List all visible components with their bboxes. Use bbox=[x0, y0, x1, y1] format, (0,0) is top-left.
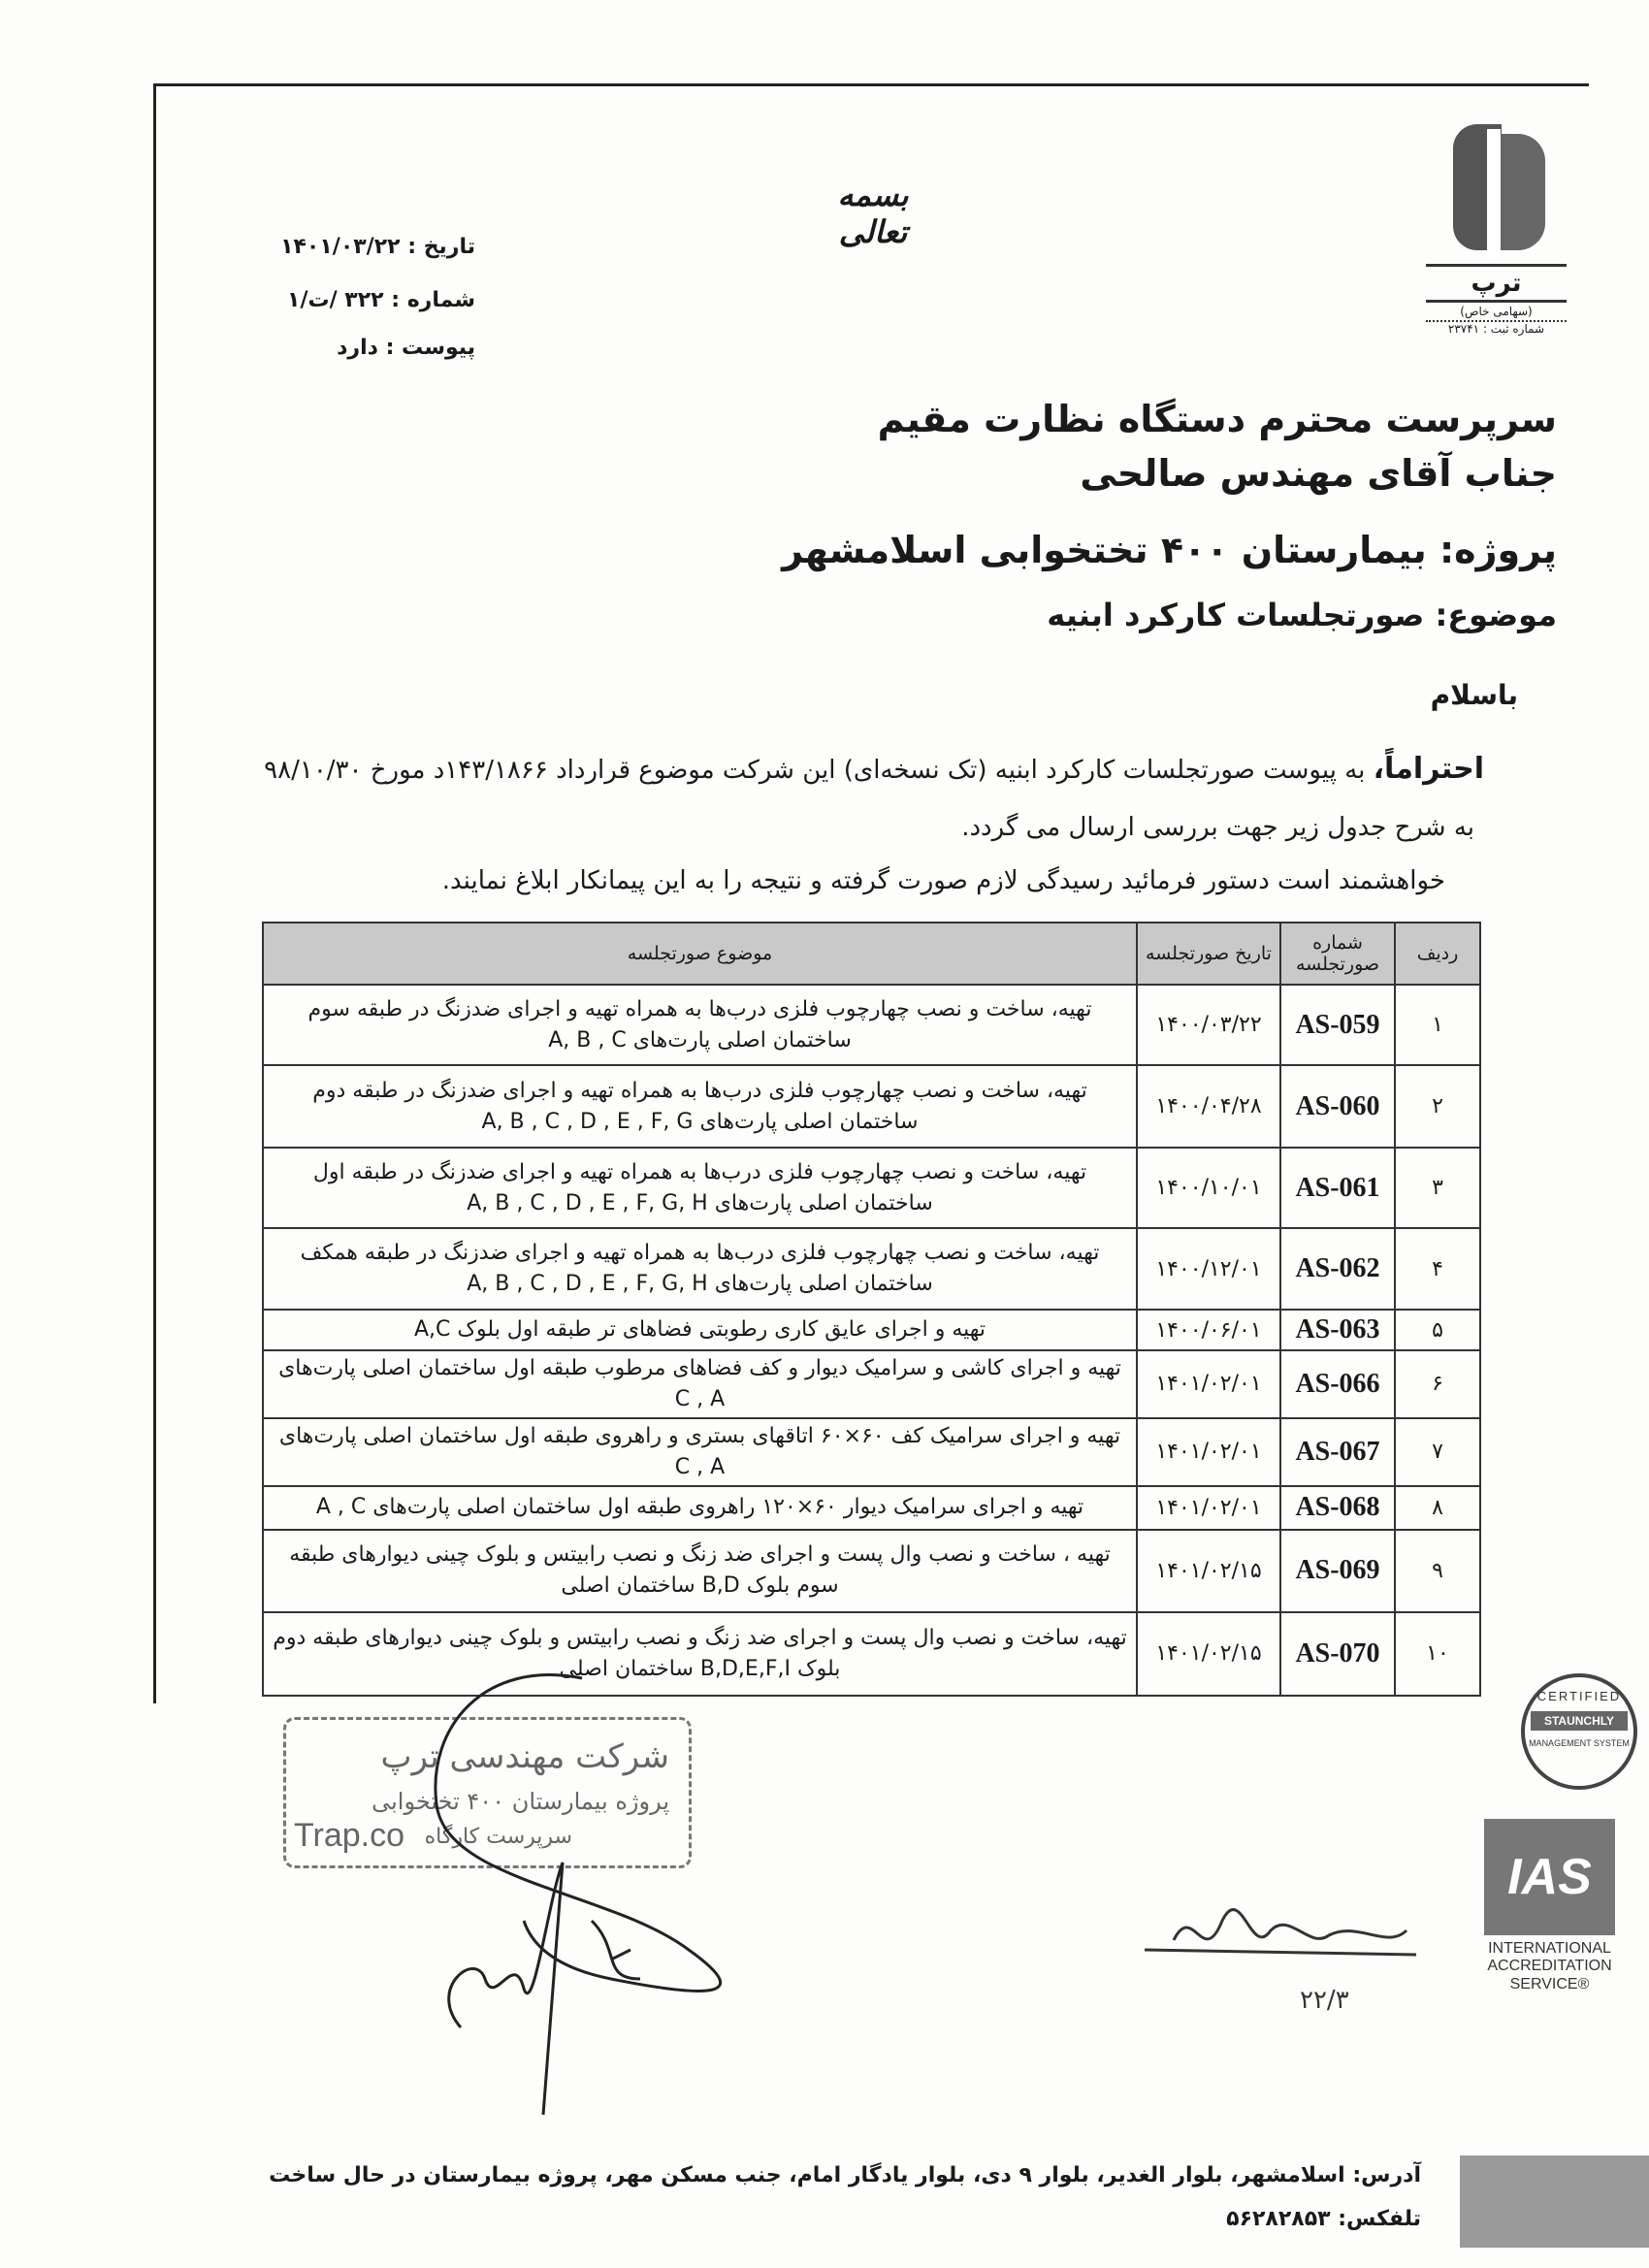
signature-left bbox=[369, 1669, 776, 2124]
bismillah: بسمه تعالی bbox=[837, 177, 909, 250]
table-row bbox=[263, 985, 1480, 1065]
subject-title: موضوع: صورتجلسات کارکرد ابنیه bbox=[1047, 597, 1557, 633]
company-stamp: شرکت مهندسی ترپ پروژه بیمارستان ۴۰۰ تختخوابی سرپرست کارگاه Trap.co bbox=[283, 1717, 692, 1868]
cell-minutes-date: ۱۴۰۱/۰۲/۱۵ bbox=[1137, 1530, 1280, 1612]
cell-row-number: ۲ bbox=[1395, 1065, 1480, 1148]
cell-minutes-date: ۱۴۰۱/۰۲/۰۱ bbox=[1137, 1418, 1280, 1486]
logo-name: ترپ bbox=[1426, 264, 1567, 303]
table-row bbox=[263, 1065, 1480, 1148]
cell-minutes-subject: تهیه و اجرای عایق کاری رطوبتی فضاهای تر طبقه اول بلوک A,C bbox=[263, 1310, 1137, 1350]
cell-row-number: ۷ bbox=[1395, 1418, 1480, 1486]
table-row bbox=[263, 1418, 1480, 1486]
cell-row-number: ۳ bbox=[1395, 1148, 1480, 1228]
footer-gray-box bbox=[1460, 2155, 1649, 2248]
cell-minutes-number: AS-061 bbox=[1280, 1148, 1395, 1228]
logo-company-type: (سهامی خاص) bbox=[1426, 303, 1567, 322]
cell-minutes-date: ۱۴۰۱/۰۲/۰۱ bbox=[1137, 1350, 1280, 1418]
body-paragraph-2: به شرح جدول زیر جهت بررسی ارسال می گردد. bbox=[961, 813, 1474, 842]
cell-minutes-subject: تهیه، ساخت و نصب چهارچوب فلزی درب‌ها به همراه تهیه و اجرای ضدزنگ در طبقه سوم ساختمان اصلی پارت‌های A, B , C bbox=[263, 985, 1137, 1065]
cell-minutes-subject: تهیه ، ساخت و نصب وال پست و اجرای ضد زنگ و نصب رابیتس و بلوک چینی دیوارهای طبقه سوم بلوک B,D ساختمان اصلی bbox=[263, 1530, 1137, 1612]
cell-minutes-subject: تهیه، ساخت و نصب وال پست و اجرای ضد زنگ و نصب رابیتس و بلوک چینی دیوارهای طبقه دوم بلوک B,D,E,F,I ساختمان اصلی bbox=[263, 1612, 1137, 1696]
body-paragraph-1: احتراماً، به پیوست صورتجلسات کارکرد ابنیه (تک نسخه‌ای) این شرکت موضوع قرارداد ۱۴۳/۱۸۶۶د مورخ ۹۸/۱۰/۳۰ bbox=[264, 752, 1484, 786]
company-logo bbox=[1426, 124, 1567, 338]
project-title: پروژه: بیمارستان ۴۰۰ تختخوابی اسلامشهر bbox=[782, 529, 1557, 571]
footer-telfax: تلفکس: ۵۶۲۸۲۸۵۳ bbox=[1226, 2207, 1421, 2231]
cell-row-number: ۴ bbox=[1395, 1228, 1480, 1310]
cell-minutes-subject: تهیه، ساخت و نصب چهارچوب فلزی درب‌ها به همراه تهیه و اجرای ضدزنگ در طبقه دوم ساختمان اصلی پارت‌های A, B , C , D , E , F, G bbox=[263, 1065, 1137, 1148]
cell-minutes-subject: تهیه، ساخت و نصب چهارچوب فلزی درب‌ها به همراه تهیه و اجرای ضدزنگ در طبقه همکف ساختمان اصلی پارت‌های A, B , C , D , E , F, G, H bbox=[263, 1228, 1137, 1310]
cell-minutes-subject: تهیه و اجرای سرامیک کف ۶۰×۶۰ اتاقهای بستری و راهروی طبقه اول ساختمان اصلی پارت‌های C , A bbox=[263, 1418, 1137, 1486]
greeting: باسلام bbox=[1430, 679, 1518, 711]
cell-row-number: ۱۰ bbox=[1395, 1612, 1480, 1696]
cell-row-number: ۸ bbox=[1395, 1486, 1480, 1530]
cell-minutes-number: AS-062 bbox=[1280, 1228, 1395, 1310]
logo-mark-icon bbox=[1443, 124, 1550, 260]
cell-minutes-subject: تهیه و اجرای کاشی و سرامیک دیوار و کف فضاهای مرطوب طبقه اول ساختمان اصلی پارت‌های C , A bbox=[263, 1350, 1137, 1418]
cell-minutes-subject: تهیه و اجرای سرامیک دیوار ۶۰×۱۲۰ راهروی طبقه اول ساختمان اصلی پارت‌های A , C bbox=[263, 1486, 1137, 1530]
cell-minutes-date: ۱۴۰۰/۰۴/۲۸ bbox=[1137, 1065, 1280, 1148]
footer-address: آدرس: اسلامشهر، بلوار الغدیر، بلوار ۹ دی، بلوار یادگار امام، جنب مسکن مهر، پروژه بیمارستان در حال ساخت bbox=[269, 2163, 1421, 2187]
letter-date: تاریخ : ۱۴۰۱/۰۳/۲۲ bbox=[280, 235, 475, 259]
minutes-table bbox=[262, 922, 1481, 1697]
header-minutes-number: شماره صورتجلسه bbox=[1280, 923, 1395, 985]
frame-left-border bbox=[153, 83, 156, 1703]
cell-minutes-date: ۱۴۰۰/۰۶/۰۱ bbox=[1137, 1310, 1280, 1350]
table-row bbox=[263, 1228, 1480, 1310]
recipient-line1: سرپرست محترم دستگاه نظارت مقیم bbox=[877, 398, 1557, 440]
table-header-row bbox=[263, 923, 1480, 985]
ias-text: INTERNATIONAL ACCREDITATION SERVICE® bbox=[1487, 1940, 1612, 1993]
logo-registration: شماره ثبت : ۲۳۷۴۱ bbox=[1447, 322, 1545, 336]
header-minutes-subject: موضوع صورتجلسه bbox=[263, 923, 1137, 985]
letter-number: شماره : ۳۲۲ /ت/۱ bbox=[287, 288, 475, 312]
cell-minutes-number: AS-069 bbox=[1280, 1530, 1395, 1612]
cell-minutes-date: ۱۴۰۰/۰۳/۲۲ bbox=[1137, 985, 1280, 1065]
cell-minutes-date: ۱۴۰۱/۰۲/۰۱ bbox=[1137, 1486, 1280, 1530]
cell-row-number: ۹ bbox=[1395, 1530, 1480, 1612]
cell-minutes-subject: تهیه، ساخت و نصب چهارچوب فلزی درب‌ها به همراه تهیه و اجرای ضدزنگ در طبقه اول ساختمان اصلی پارت‌های A, B , C , D , E , F, G, H bbox=[263, 1148, 1137, 1228]
header-minutes-date: تاریخ صورتجلسه bbox=[1137, 923, 1280, 985]
cell-row-number: ۶ bbox=[1395, 1350, 1480, 1418]
certified-seal-logo: CERTIFIED STAUNCHLY MANAGEMENT SYSTEM bbox=[1521, 1673, 1637, 1790]
table-row bbox=[263, 1148, 1480, 1228]
salutation: احتراماً، bbox=[1373, 752, 1484, 786]
recipient-line2: جناب آقای مهندس صالحی bbox=[1080, 452, 1557, 495]
cell-minutes-number: AS-068 bbox=[1280, 1486, 1395, 1530]
signature-date-note: ۲۲/۳ bbox=[1300, 1986, 1349, 2015]
table-row bbox=[263, 1310, 1480, 1350]
table-row bbox=[263, 1486, 1480, 1530]
cell-minutes-number: AS-070 bbox=[1280, 1612, 1395, 1696]
cell-minutes-date: ۱۴۰۰/۱۲/۰۱ bbox=[1137, 1228, 1280, 1310]
table-row bbox=[263, 1530, 1480, 1612]
cell-minutes-date: ۱۴۰۱/۰۲/۱۵ bbox=[1137, 1612, 1280, 1696]
cell-minutes-date: ۱۴۰۰/۱۰/۰۱ bbox=[1137, 1148, 1280, 1228]
frame-top-border bbox=[153, 83, 1589, 86]
cell-minutes-number: AS-066 bbox=[1280, 1350, 1395, 1418]
ias-logo: IAS bbox=[1484, 1819, 1615, 1935]
cell-row-number: ۵ bbox=[1395, 1310, 1480, 1350]
body-paragraph-3: خواهشمند است دستور فرمائید رسیدگی لازم صورت گرفته و نتیجه را به این پیمانکار ابلاغ نمایند. bbox=[441, 866, 1445, 895]
signature-right bbox=[1135, 1863, 1426, 2027]
table-row bbox=[263, 1350, 1480, 1418]
cell-minutes-number: AS-059 bbox=[1280, 985, 1395, 1065]
header-row-number: ردیف bbox=[1395, 923, 1480, 985]
letter-attachment: پیوست : دارد bbox=[337, 336, 475, 360]
cell-minutes-number: AS-067 bbox=[1280, 1418, 1395, 1486]
cell-row-number: ۱ bbox=[1395, 985, 1480, 1065]
cell-minutes-number: AS-063 bbox=[1280, 1310, 1395, 1350]
cell-minutes-number: AS-060 bbox=[1280, 1065, 1395, 1148]
